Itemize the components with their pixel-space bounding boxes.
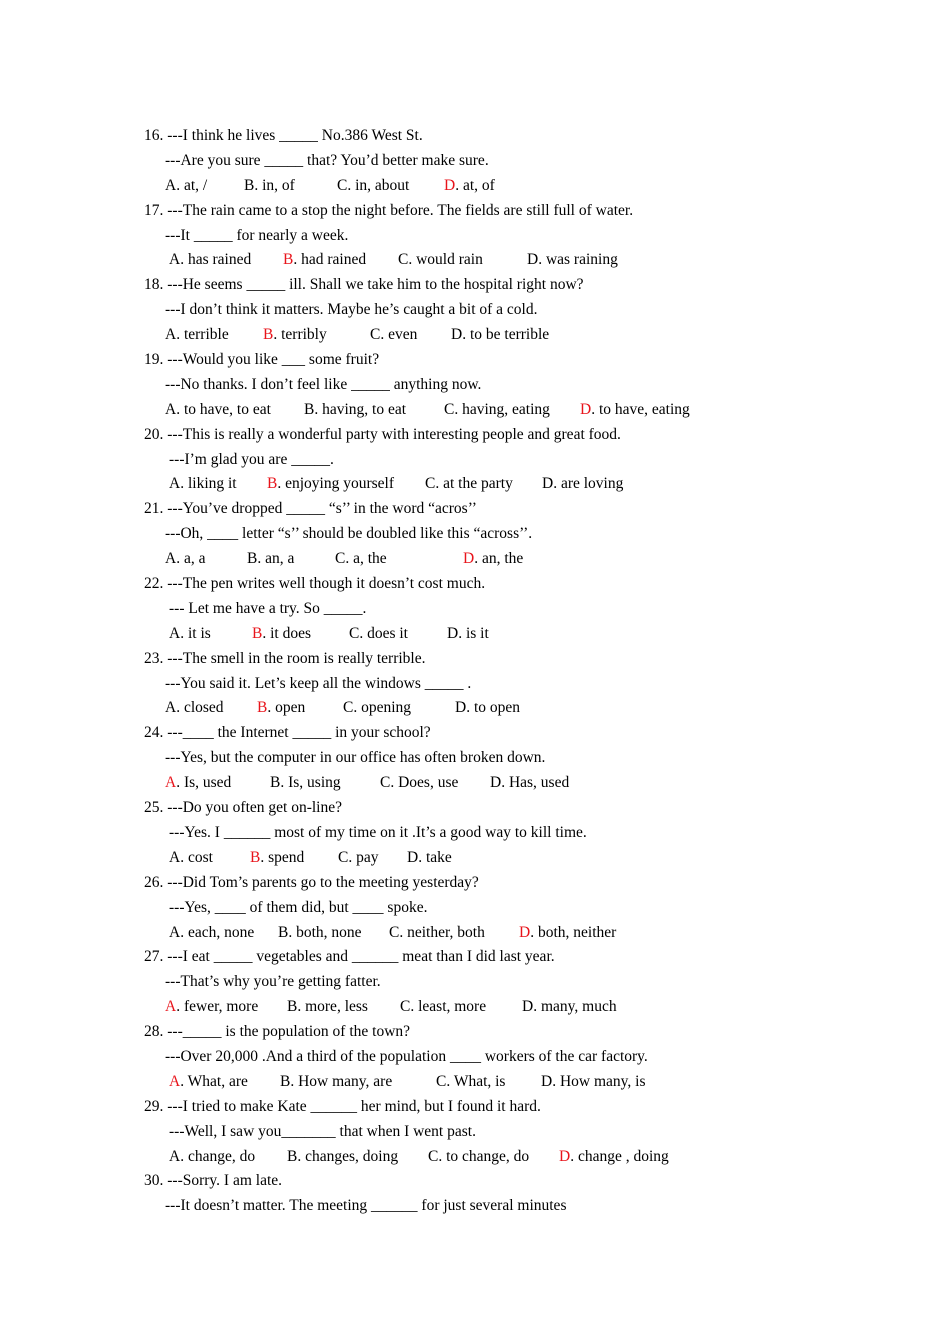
option-d: D. was raining (527, 251, 618, 269)
option-letter: A (165, 998, 177, 1016)
question-text: 30. ---Sorry. I am late. (144, 1172, 283, 1190)
response-text: ---You said it. Let’s keep all the windows _____ . (165, 674, 472, 692)
option-text: both, none (292, 923, 362, 941)
option-c: C. opening (343, 699, 412, 717)
option-text: each, none (184, 923, 255, 941)
option-b: B. it does (252, 624, 311, 642)
option-c: C. does it (349, 624, 408, 642)
option-text: opening (357, 699, 412, 717)
option-text: at, / (180, 176, 208, 194)
option-a: A. at, / (165, 176, 208, 194)
option-letter: A (169, 848, 181, 866)
option-b: B. more, less (287, 998, 368, 1016)
options-line (0, 398, 950, 423)
option-text: What, are (184, 1072, 248, 1090)
option-letter: B (280, 1072, 291, 1090)
option-letter: C (343, 699, 354, 717)
option-b: B. Is, using (270, 774, 341, 792)
option-text: liking it (184, 475, 237, 493)
options-line (0, 323, 950, 348)
option-text: having, eating (458, 400, 550, 418)
response-line (0, 597, 950, 622)
option-letter: A (169, 475, 181, 493)
option-d: D. both, neither (519, 923, 617, 941)
option-letter: B (287, 998, 298, 1016)
question-line (0, 721, 950, 746)
option-letter: A (169, 251, 181, 269)
response-line (0, 746, 950, 771)
option-b: B. having, to eat (304, 400, 407, 418)
option-text: a, the (349, 550, 387, 568)
option-letter: A (165, 699, 177, 717)
question-line (0, 945, 950, 970)
option-text: in, of (258, 176, 295, 194)
option-text: would rain (412, 251, 483, 269)
option-letter: D (451, 326, 463, 344)
option-letter: D (463, 550, 475, 568)
option-letter: A (165, 774, 177, 792)
option-text: closed (180, 699, 224, 717)
option-letter: D (407, 848, 419, 866)
option-text: terrible (180, 326, 229, 344)
options-line (0, 696, 950, 721)
option-letter: C (428, 1147, 439, 1165)
question-line (0, 572, 950, 597)
options-line (0, 1070, 950, 1095)
option-text: change , doing (574, 1147, 669, 1165)
option-text: Is, using (284, 774, 341, 792)
option-d: D. are loving (542, 475, 624, 493)
options-line (0, 771, 950, 796)
response-line (0, 224, 950, 249)
question-text: 23. ---The smell in the room is really terrible. (144, 649, 426, 667)
option-letter: C (400, 998, 411, 1016)
option-letter: C (338, 848, 349, 866)
response-text: ---Yes. I ______ most of my time on it .It’s a good way to kill time. (169, 823, 587, 841)
option-text: Is, used (180, 774, 232, 792)
option-letter: C (335, 550, 346, 568)
question-line (0, 497, 950, 522)
option-c: C. What, is (436, 1072, 506, 1090)
document-page (0, 124, 950, 1219)
options-line (0, 248, 950, 273)
question-line (0, 348, 950, 373)
option-a: A. each, none (169, 923, 255, 941)
option-letter: A (169, 624, 181, 642)
question-text: 26. ---Did Tom’s parents go to the meeting yesterday? (144, 873, 479, 891)
option-letter: C (436, 1072, 447, 1090)
response-line (0, 970, 950, 995)
option-letter: A (169, 1072, 181, 1090)
option-letter: A (165, 550, 177, 568)
options-line (0, 547, 950, 572)
option-c: C. pay (338, 848, 379, 866)
option-letter: C (444, 400, 455, 418)
option-c: C. Does, use (380, 774, 459, 792)
option-text: more, less (301, 998, 368, 1016)
option-text: both, neither (534, 923, 617, 941)
option-text: take (422, 848, 452, 866)
option-a: A. a, a (165, 550, 206, 568)
options-line (0, 174, 950, 199)
option-c: C. in, about (337, 176, 410, 194)
question-text: 29. ---I tried to make Kate ______ her mind, but I found it hard. (144, 1097, 541, 1115)
option-text: in, about (351, 176, 410, 194)
option-letter: D (580, 400, 592, 418)
options-line (0, 995, 950, 1020)
option-a: A. What, are (169, 1072, 248, 1090)
question-text: 20. ---This is really a wonderful party with interesting people and great food. (144, 425, 621, 443)
question-text: 19. ---Would you like ___ some fruit? (144, 351, 380, 369)
option-a: A. has rained (169, 251, 252, 269)
option-letter: C (370, 326, 381, 344)
option-a: A. it is (169, 624, 211, 642)
option-letter: A (165, 326, 177, 344)
option-text: an, a (261, 550, 295, 568)
option-b: B. enjoying yourself (267, 475, 395, 493)
option-text: it is (184, 624, 211, 642)
option-c: C. at the party (425, 475, 513, 493)
option-text: many, much (537, 998, 617, 1016)
question-text: 28. ---_____ is the population of the town? (144, 1023, 411, 1041)
option-text: has rained (184, 251, 252, 269)
response-line (0, 1194, 950, 1219)
option-a: A. Is, used (165, 774, 232, 792)
response-line (0, 448, 950, 473)
question-line (0, 796, 950, 821)
option-text: even (384, 326, 418, 344)
options-line (0, 921, 950, 946)
option-letter: B (304, 400, 315, 418)
response-text: ---It doesn’t matter. The meeting ______ for just several minutes (165, 1197, 567, 1215)
response-text: ---No thanks. I don’t feel like _____ anything now. (165, 375, 482, 393)
option-text: neither, both (403, 923, 485, 941)
option-letter: B (267, 475, 278, 493)
question-text: 16. ---I think he lives _____ No.386 West St. (144, 127, 423, 144)
response-text: --- Let me have a try. So _____. (169, 599, 367, 617)
option-b: B. in, of (244, 176, 295, 194)
option-letter: D (541, 1072, 553, 1090)
option-text: to be terrible (466, 326, 550, 344)
option-c: C. a, the (335, 550, 387, 568)
option-text: to have, to eat (180, 400, 271, 418)
option-d: D. many, much (522, 998, 617, 1016)
options-line (0, 1145, 950, 1170)
option-letter: C (425, 475, 436, 493)
option-text: enjoying yourself (281, 475, 395, 493)
response-line (0, 821, 950, 846)
option-d: D. change , doing (559, 1147, 669, 1165)
question-text: 18. ---He seems _____ ill. Shall we take him to the hospital right now? (144, 276, 584, 294)
option-a: A. to have, to eat (165, 400, 271, 418)
option-d: D. to be terrible (451, 326, 550, 344)
option-a: A. terrible (165, 326, 229, 344)
question-line (0, 124, 950, 149)
option-text: changes, doing (301, 1147, 399, 1165)
option-text: was raining (542, 251, 618, 269)
option-text: How many, is (556, 1072, 646, 1090)
option-letter: C (337, 176, 348, 194)
option-letter: B (287, 1147, 298, 1165)
response-line (0, 298, 950, 323)
option-d: D. to open (455, 699, 521, 717)
option-letter: B (270, 774, 281, 792)
option-text: Has, used (505, 774, 570, 792)
option-letter: D (527, 251, 539, 269)
option-c: C. even (370, 326, 418, 344)
question-line (0, 647, 950, 672)
option-letter: D (455, 699, 467, 717)
option-d: D. an, the (463, 550, 524, 568)
response-text: ---Well, I saw you_______ that when I went past. (169, 1122, 476, 1140)
option-letter: D (542, 475, 554, 493)
option-c: C. would rain (398, 251, 483, 269)
option-text: having, to eat (318, 400, 407, 418)
response-line (0, 1120, 950, 1145)
option-letter: D (444, 176, 456, 194)
option-text: at, of (459, 176, 495, 194)
option-d: D. take (407, 848, 452, 866)
response-text: ---That’s why you’re getting fatter. (165, 973, 381, 991)
option-text: to open (470, 699, 521, 717)
question-text: 27. ---I eat _____ vegetables and ______ meat than I did last year. (144, 948, 555, 966)
response-text: ---Oh, ____ letter “s’’ should be doubled like this “across’’. (165, 525, 533, 543)
option-letter: D (522, 998, 534, 1016)
response-text: ---Are you sure _____ that? You’d better make sure. (165, 151, 489, 169)
response-text: ---Yes, ____ of them did, but ____ spoke. (169, 898, 428, 916)
option-a: A. change, do (169, 1147, 256, 1165)
option-letter: B (278, 923, 289, 941)
option-b: B. terribly (263, 326, 327, 344)
question-line (0, 871, 950, 896)
response-text: ---It _____ for nearly a week. (165, 226, 349, 244)
option-letter: B (263, 326, 274, 344)
option-d: D. is it (447, 624, 489, 642)
question-line (0, 199, 950, 224)
option-c: C. to change, do (428, 1147, 530, 1165)
option-text: What, is (450, 1072, 506, 1090)
option-b: B. an, a (247, 550, 295, 568)
option-letter: B (244, 176, 255, 194)
option-c: C. neither, both (389, 923, 485, 941)
option-text: open (271, 699, 306, 717)
option-c: C. least, more (400, 998, 487, 1016)
question-line (0, 1169, 950, 1194)
option-letter: D (447, 624, 459, 642)
question-text: 21. ---You’ve dropped _____ “s’’ in the word “acros’’ (144, 500, 477, 518)
option-text: to change, do (442, 1147, 530, 1165)
option-letter: A (169, 923, 181, 941)
option-letter: A (165, 176, 177, 194)
option-text: a, a (180, 550, 206, 568)
option-text: is it (462, 624, 489, 642)
option-letter: C (349, 624, 360, 642)
option-text: had rained (297, 251, 367, 269)
option-text: are loving (557, 475, 624, 493)
option-a: A. fewer, more (165, 998, 259, 1016)
option-letter: C (398, 251, 409, 269)
option-letter: D (559, 1147, 571, 1165)
response-text: ---Over 20,000 .And a third of the population ____ workers of the car factory. (165, 1047, 648, 1065)
option-text: pay (352, 848, 379, 866)
response-line (0, 149, 950, 174)
option-letter: A (165, 400, 177, 418)
response-text: ---I’m glad you are _____. (169, 450, 334, 468)
option-d: D. to have, eating (580, 400, 690, 418)
options-line (0, 846, 950, 871)
option-b: B. spend (250, 848, 305, 866)
options-line (0, 472, 950, 497)
option-b: B. both, none (278, 923, 362, 941)
option-b: B. How many, are (280, 1072, 393, 1090)
option-letter: B (250, 848, 261, 866)
option-text: at the party (439, 475, 513, 493)
option-text: an, the (478, 550, 524, 568)
option-text: How many, are (294, 1072, 393, 1090)
question-line (0, 273, 950, 298)
question-text: 17. ---The rain came to a stop the night before. The fields are still full of water. (144, 201, 634, 219)
option-letter: B (257, 699, 268, 717)
response-line (0, 672, 950, 697)
question-text: 22. ---The pen writes well though it doesn’t cost much. (144, 575, 486, 593)
option-text: to have, eating (595, 400, 690, 418)
option-d: D. at, of (444, 176, 495, 194)
option-text: terribly (277, 326, 327, 344)
question-text: 25. ---Do you often get on-line? (144, 799, 342, 817)
option-a: A. cost (169, 848, 213, 866)
question-line (0, 1095, 950, 1120)
response-line (0, 896, 950, 921)
response-line (0, 1045, 950, 1070)
response-text: ---I don’t think it matters. Maybe he’s caught a bit of a cold. (165, 301, 538, 319)
option-text: least, more (414, 998, 487, 1016)
question-text: 24. ---____ the Internet _____ in your school? (144, 724, 431, 742)
option-text: fewer, more (180, 998, 259, 1016)
option-text: does it (363, 624, 408, 642)
option-text: spend (264, 848, 305, 866)
option-a: A. closed (165, 699, 224, 717)
option-letter: C (389, 923, 400, 941)
option-letter: B (252, 624, 263, 642)
option-letter: A (169, 1147, 181, 1165)
option-letter: D (490, 774, 502, 792)
response-line (0, 373, 950, 398)
option-text: Does, use (394, 774, 459, 792)
options-line (0, 622, 950, 647)
option-b: B. changes, doing (287, 1147, 399, 1165)
response-line (0, 522, 950, 547)
option-letter: C (380, 774, 391, 792)
option-c: C. having, eating (444, 400, 550, 418)
option-letter: B (283, 251, 294, 269)
option-text: it does (266, 624, 311, 642)
question-line (0, 423, 950, 448)
option-b: B. had rained (283, 251, 367, 269)
option-a: A. liking it (169, 475, 237, 493)
response-text: ---Yes, but the computer in our office has often broken down. (165, 749, 546, 767)
option-d: D. Has, used (490, 774, 570, 792)
option-d: D. How many, is (541, 1072, 646, 1090)
option-text: cost (184, 848, 213, 866)
option-letter: B (247, 550, 258, 568)
question-line (0, 1020, 950, 1045)
option-text: change, do (184, 1147, 256, 1165)
option-b: B. open (257, 699, 306, 717)
option-letter: D (519, 923, 531, 941)
